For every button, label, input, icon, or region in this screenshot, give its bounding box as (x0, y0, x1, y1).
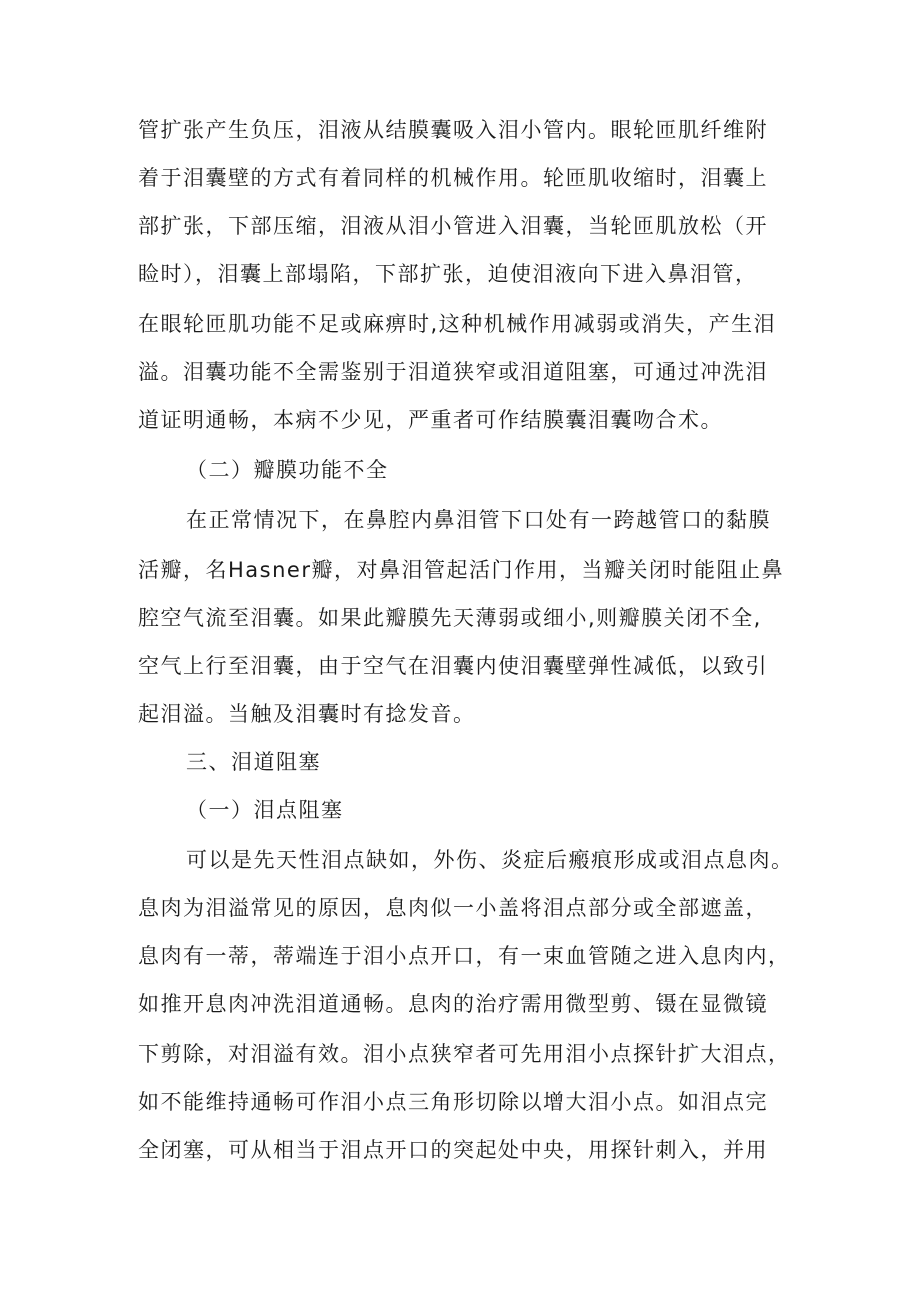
paragraph-first-line: 可以是先天性泪点缺如，外伤、炎症后瘢痕形成或泪点息肉。 (186, 848, 794, 872)
body-line: 溢。泪囊功能不全需鉴别于泪道狭窄或泪道阻塞，可通过冲洗泪 (138, 360, 768, 384)
body-line: 下剪除，对泪溢有效。泪小点狭窄者可先用泪小点探针扩大泪点， (138, 1042, 791, 1066)
body-line: 如推开息肉冲洗泪道通畅。息肉的治疗需用微型剪、镊在显微镜 (138, 992, 768, 1016)
body-line: 睑时），泪囊上部塌陷，下部扩张，迫使泪液向下进入鼻泪管， (138, 262, 758, 286)
section-heading: 三、泪道阻塞 (186, 750, 321, 774)
body-line: 起泪溢。当触及泪囊时有捻发音。 (138, 702, 476, 726)
paragraph-first-line: 在正常情况下，在鼻腔内鼻泪管下口处有一跨越管口的黏膜 (186, 508, 771, 532)
body-line: 空气上行至泪囊，由于空气在泪囊内使泪囊壁弹性减低，以致引 (138, 654, 768, 678)
body-line: 如不能维持通畅可作泪小点三角形切除以增大泪小点。如泪点完 (138, 1090, 768, 1114)
body-line: 部扩张，下部压缩，泪液从泪小管进入泪囊，当轮匝肌放松（开 (138, 214, 768, 238)
body-line: 活瓣，名Hasner瓣，对鼻泪管起活门作用，当瓣关闭时能阻止鼻 (138, 558, 784, 582)
body-line: 管扩张产生负压，泪液从结膜囊吸入泪小管内。眼轮匝肌纤维附 (138, 118, 768, 142)
body-line: 在眼轮匝肌功能不足或麻痹时,这种机械作用减弱或消失，产生泪 (138, 312, 777, 336)
body-line: 着于泪囊壁的方式有着同样的机械作用。轮匝肌收缩时，泪囊上 (138, 166, 768, 190)
body-line: 腔空气流至泪囊。如果此瓣膜先天薄弱或细小,则瓣膜关闭不全, (138, 606, 762, 630)
body-line: 息肉为泪溢常见的原因，息肉似一小盖将泪点部分或全部遮盖， (138, 896, 768, 920)
body-line: 全闭塞，可从相当于泪点开口的突起处中央，用探针刺入，并用 (138, 1138, 768, 1162)
body-line: 道证明通畅，本病不少见，严重者可作结膜囊泪囊吻合术。 (138, 408, 723, 432)
body-line: 息肉有一蒂，蒂端连于泪小点开口，有一束血管随之进入息肉内， (138, 944, 791, 968)
subsection-heading: （二）瓣膜功能不全 (186, 458, 389, 482)
subsection-heading: （一）泪点阻塞 (186, 798, 344, 822)
